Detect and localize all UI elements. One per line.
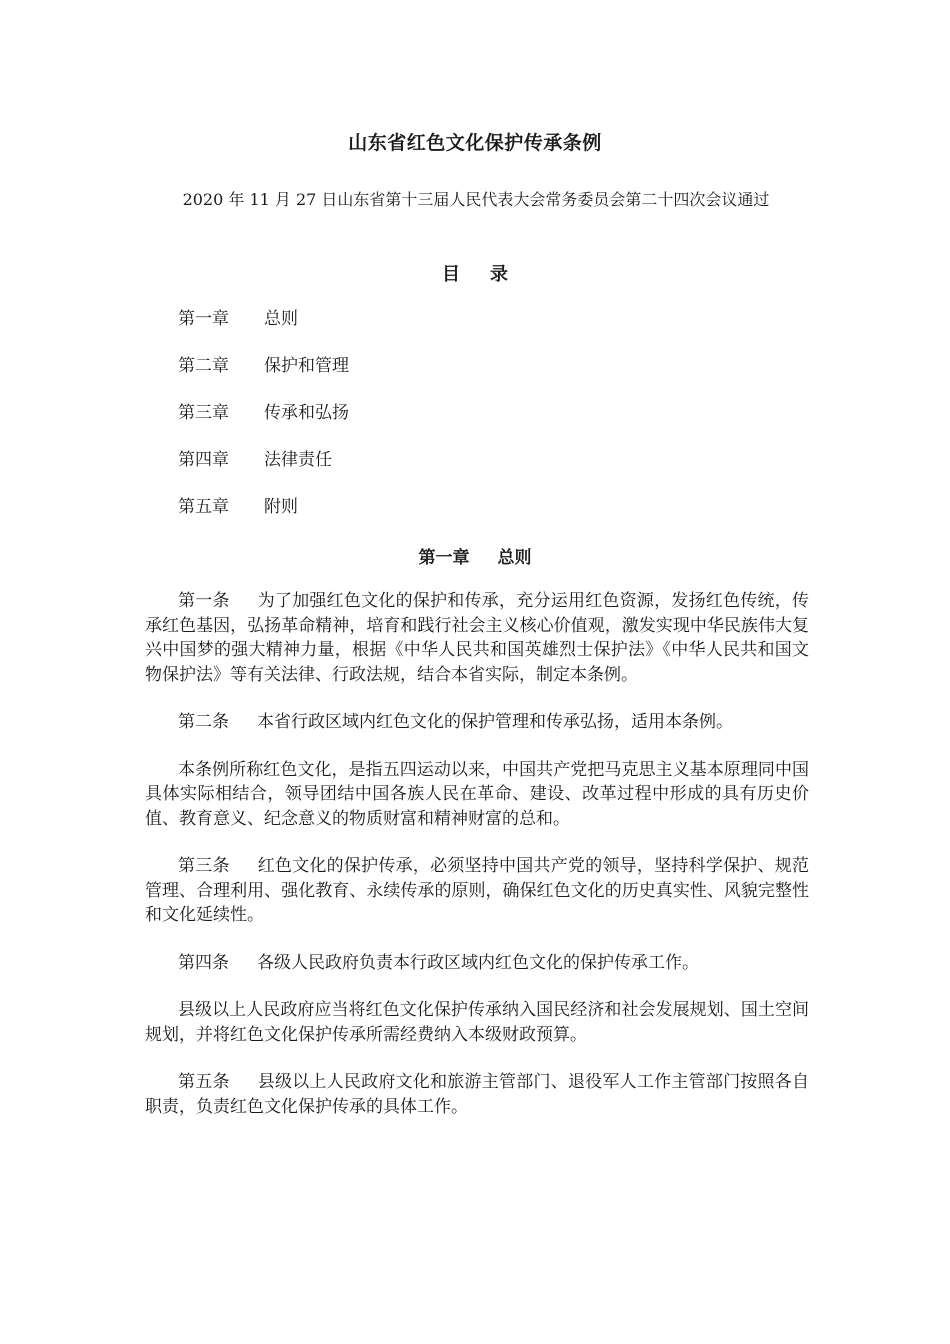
toc-item-title: 传承和弘扬 (264, 403, 349, 423)
article-text: 本条例所称红色文化，是指五四运动以来，中国共产党把马克思主义基本原理同中国具体实际相结合，领导团结中国各族人民在革命、建设、改革过程中形成的具有历史价值、教育意义、纪念意义的物质财富和精神财富的总和。 (145, 759, 809, 829)
article-body (145, 589, 809, 1142)
article-paragraph-4 (145, 854, 809, 928)
chapter-title: 总则 (497, 548, 532, 568)
article-text: 各级人民政府负责本行政区域内红色文化的保护传承工作。 (257, 952, 699, 973)
article-number: 第一条 (178, 591, 230, 611)
toc-item-title: 法律责任 (264, 450, 332, 470)
article-text: 为了加强红色文化的保护和传承，充分运用红色资源，发扬红色传统，传承红色基因，弘扬革命精神，培育和践行社会主义核心价值观，激发实现中华民族伟大复兴中国梦的强大精神力量，根据《中华人民共和国英雄烈士保护法》《中华人民共和国文物保护法》等有关法律、行政法规，结合本省实际，制定本条例。 (145, 591, 810, 685)
article-paragraph-2 (145, 710, 809, 735)
toc-item-3 (178, 400, 349, 447)
article-number: 第三条 (178, 856, 230, 876)
toc-heading-char-1: 目 (442, 264, 460, 285)
article-number: 第二条 (178, 712, 229, 732)
toc-item-number: 第四章 (178, 450, 229, 470)
chapter-heading (0, 543, 950, 568)
toc-item-4 (178, 447, 349, 494)
article-paragraph-6 (145, 998, 809, 1047)
article-text: 县级以上人民政府应当将红色文化保护传承纳入国民经济和社会发展规划、国土空间规划，并将红色文化保护传承所需经费纳入本级财政预算。 (145, 1000, 809, 1045)
toc-item-number: 第二章 (178, 356, 229, 376)
article-text: 红色文化的保护传承，必须坚持中国共产党的领导，坚持科学保护、规范管理、合理利用、强化教育、永续传承的原则，确保红色文化的历史真实性、风貌完整性和文化延续性。 (145, 856, 810, 925)
toc-heading-char-2: 录 (490, 264, 508, 285)
toc-heading (0, 260, 950, 286)
document-subtitle: 2020 年 11 月 27 日山东省第十三届人民代表大会常务委员会第二十四次会议通过 (182, 190, 770, 209)
article-paragraph-5 (145, 951, 809, 976)
toc-item-title: 保护和管理 (264, 356, 349, 376)
article-paragraph-3 (145, 758, 809, 832)
article-number: 第四条 (178, 952, 229, 973)
toc-item-title: 总则 (264, 309, 298, 329)
toc-item-5 (178, 494, 349, 541)
document-title: 山东省红色文化保护传承条例 (348, 132, 602, 154)
toc-item-2 (178, 353, 349, 400)
article-paragraph-7 (145, 1070, 809, 1119)
article-paragraph-1 (145, 589, 809, 687)
article-text: 县级以上人民政府文化和旅游主管部门、退役军人工作主管部门按照各自职责，负责红色文化保护传承的具体工作。 (145, 1072, 810, 1117)
toc-item-number: 第三章 (178, 403, 229, 423)
toc-item-number: 第五章 (178, 497, 229, 517)
article-number: 第五条 (178, 1072, 230, 1092)
toc-item-1 (178, 306, 349, 353)
table-of-contents (178, 306, 349, 541)
toc-item-number: 第一章 (178, 309, 229, 329)
article-text: 本省行政区域内红色文化的保护管理和传承弘扬，适用本条例。 (257, 712, 733, 732)
chapter-number: 第一章 (418, 548, 470, 568)
toc-item-title: 附则 (264, 497, 298, 517)
